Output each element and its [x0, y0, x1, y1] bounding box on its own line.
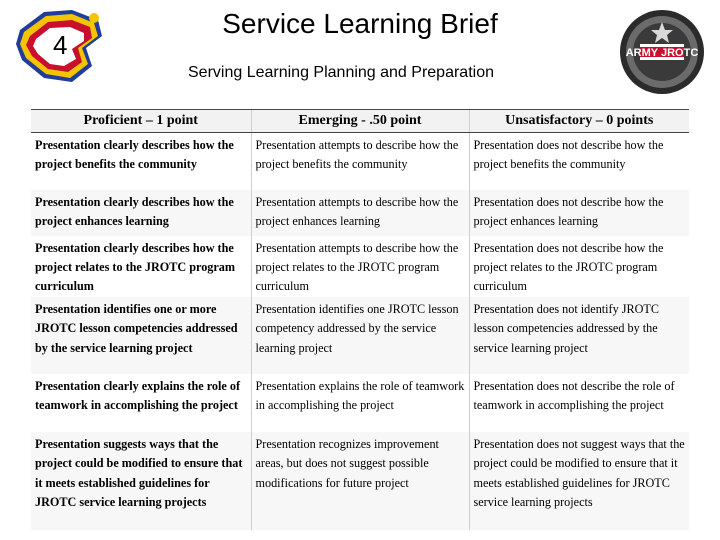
- page-subtitle: Serving Learning Planning and Preparation: [188, 64, 494, 81]
- table-row: [31, 190, 689, 236]
- page-title: Service Learning Brief: [222, 8, 498, 39]
- unsatisfactory-cell: Presentation does not describe the role of teamwork in accomplishing the project: [469, 374, 689, 432]
- proficient-cell: Presentation clearly describes how the project enhances learning: [31, 190, 251, 236]
- army-jrotc-seal-icon: [618, 8, 706, 96]
- proficient-cell: Presentation clearly describes how the project relates to the JROTC program curriculum: [31, 236, 251, 297]
- emerging-cell: Presentation attempts to describe how the project enhances learning: [251, 190, 469, 236]
- unsatisfactory-cell: Presentation does not suggest ways that the project could be modified to ensure that it meets established guidelines for JROTC service learning projects: [469, 432, 689, 530]
- table-row: [31, 236, 689, 297]
- table-row: [31, 297, 689, 374]
- table-header-row: [31, 110, 689, 133]
- proficient-cell: Presentation suggests ways that the project could be modified to ensure that it meets established guidelines for JROTC service learning projects: [31, 432, 251, 530]
- proficient-cell: Presentation clearly describes how the project benefits the community: [31, 133, 251, 190]
- table-row: [31, 133, 689, 190]
- rubric-table: [31, 109, 689, 530]
- unsatisfactory-cell: Presentation does not describe how the project enhances learning: [469, 190, 689, 236]
- table-row: [31, 432, 689, 530]
- unsatisfactory-cell: Presentation does not describe how the project relates to the JROTC program curriculum: [469, 236, 689, 297]
- emerging-cell: Presentation attempts to describe how the project relates to the JROTC program curriculum: [251, 236, 469, 297]
- column-header-emerging: Emerging - .50 point: [251, 110, 469, 133]
- seal-text: ARMY JROTC: [625, 47, 699, 59]
- column-header-unsatisfactory: Unsatisfactory – 0 points: [469, 110, 689, 133]
- unsatisfactory-cell: Presentation does not describe how the project benefits the community: [469, 133, 689, 190]
- proficient-cell: Presentation identifies one or more JROTC lesson competencies addressed by the service learning project: [31, 297, 251, 374]
- emerging-cell: Presentation identifies one JROTC lesson competency addressed by the service learning project: [251, 297, 469, 374]
- badge-number: 4: [53, 30, 68, 60]
- column-header-proficient: Proficient – 1 point: [31, 110, 251, 133]
- unsatisfactory-cell: Presentation does not identify JROTC lesson competencies addressed by the service learning project: [469, 297, 689, 374]
- proficient-cell: Presentation clearly explains the role of teamwork in accomplishing the project: [31, 374, 251, 432]
- table-row: [31, 374, 689, 432]
- emerging-cell: Presentation attempts to describe how the project benefits the community: [251, 133, 469, 190]
- emerging-cell: Presentation explains the role of teamwork in accomplishing the project: [251, 374, 469, 432]
- emerging-cell: Presentation recognizes improvement areas, but does not suggest possible modifications for future project: [251, 432, 469, 530]
